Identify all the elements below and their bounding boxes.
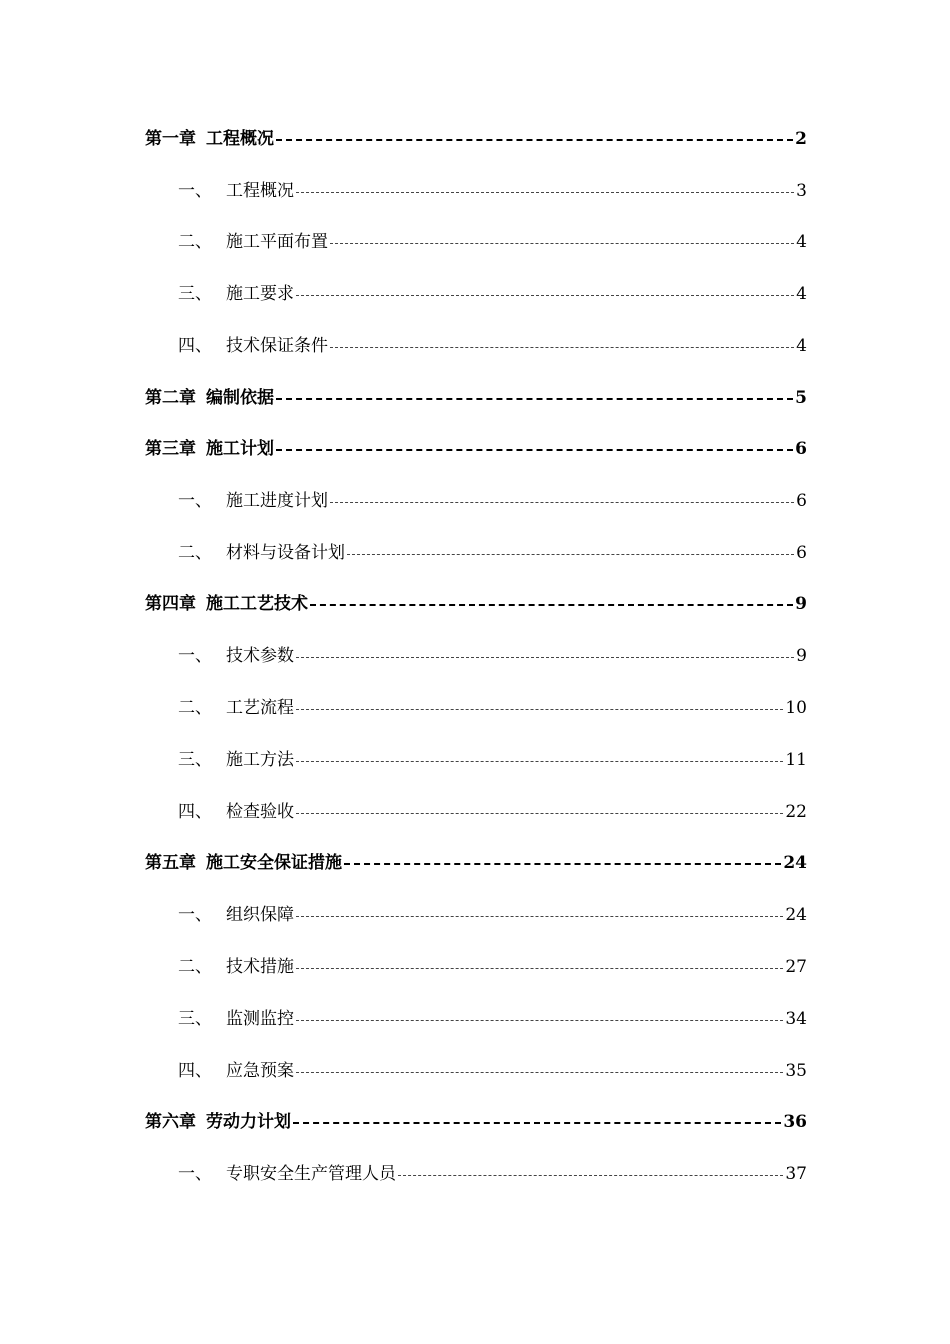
toc-entry-chapter-4[interactable] [145,589,807,619]
toc-entry-chapter-3[interactable] [145,434,807,464]
toc-leader-dots [296,761,783,762]
toc-entry-page: 35 [785,1061,807,1081]
toc-entry-number: 第三章 [145,439,196,459]
toc-leader-dots [344,863,781,865]
toc-entry-chapter-5[interactable] [145,848,807,878]
toc-entry-section[interactable] [178,900,807,930]
toc-entry-title: 工艺流程 [226,698,294,718]
toc-entry-number: 一、 [178,491,212,511]
toc-entry-title: 工程概况 [206,129,274,149]
toc-entry-title: 施工安全保证措施 [206,853,342,873]
toc-entry-page: 9 [796,646,807,666]
toc-leader-dots [347,554,794,555]
toc-entry-section[interactable] [178,176,807,206]
toc-leader-dots [296,657,794,658]
toc-entry-page: 24 [785,905,807,925]
toc-entry-number: 第四章 [145,594,196,614]
toc-entry-section[interactable] [178,227,807,257]
toc-entry-number: 二、 [178,957,212,977]
toc-entry-number: 三、 [178,284,212,304]
toc-entry-section[interactable] [178,693,807,723]
toc-entry-title: 施工计划 [206,439,274,459]
toc-entry-number: 二、 [178,543,212,563]
toc-entry-section[interactable] [178,745,807,775]
toc-leader-dots [276,139,793,141]
toc-entry-title: 编制依据 [206,388,274,408]
toc-entry-number: 四、 [178,1061,212,1081]
toc-entry-page: 37 [785,1164,807,1184]
toc-entry-number: 第一章 [145,129,196,149]
toc-entry-number: 三、 [178,1009,212,1029]
toc-entry-page: 27 [785,957,807,977]
toc-entry-page: 4 [796,284,807,304]
toc-entry-page: 36 [783,1112,807,1132]
toc-entry-title: 施工要求 [226,284,294,304]
toc-entry-page: 5 [795,388,807,408]
toc-leader-dots [398,1175,783,1176]
toc-entry-number: 二、 [178,232,212,252]
toc-leader-dots [296,1072,783,1073]
toc-leader-dots [296,192,794,193]
toc-entry-chapter-6[interactable] [145,1107,807,1137]
toc-entry-number: 四、 [178,336,212,356]
toc-entry-section[interactable] [178,952,807,982]
toc-entry-section[interactable] [178,1004,807,1034]
toc-entry-number: 三、 [178,750,212,770]
toc-leader-dots [330,347,794,348]
toc-entry-title: 应急预案 [226,1061,294,1081]
toc-entry-page: 34 [785,1009,807,1029]
toc-leader-dots [330,243,794,244]
toc-entry-number: 二、 [178,698,212,718]
toc-entry-number: 一、 [178,1164,212,1184]
toc-leader-dots [276,449,793,451]
toc-entry-chapter-2[interactable] [145,383,807,413]
toc-entry-number: 第六章 [145,1112,196,1132]
toc-entry-page: 6 [796,543,807,563]
toc-entry-title: 专职安全生产管理人员 [226,1164,396,1184]
toc-entry-number: 四、 [178,802,212,822]
toc-entry-page: 3 [796,181,807,201]
toc-entry-number: 一、 [178,181,212,201]
toc-leader-dots [330,502,794,503]
toc-leader-dots [296,709,783,710]
toc-leader-dots [310,604,793,606]
toc-leader-dots [296,813,783,814]
toc-entry-chapter-1[interactable] [145,124,807,154]
toc-entry-section[interactable] [178,797,807,827]
toc-entry-title: 施工平面布置 [226,232,328,252]
toc-entry-section[interactable] [178,279,807,309]
toc-leader-dots [296,916,783,917]
toc-entry-title: 技术保证条件 [226,336,328,356]
toc-entry-title: 施工进度计划 [226,491,328,511]
toc-entry-page: 22 [785,802,807,822]
toc-entry-title: 检查验收 [226,802,294,822]
toc-entry-page: 24 [783,853,807,873]
toc-entry-page: 9 [795,594,807,614]
toc-entry-page: 6 [795,439,807,459]
toc-entry-title: 组织保障 [226,905,294,925]
toc-entry-page: 10 [785,698,807,718]
toc-entry-section[interactable] [178,538,807,568]
toc-entry-section[interactable] [178,1159,807,1189]
toc-entry-section[interactable] [178,641,807,671]
toc-entry-number: 第二章 [145,388,196,408]
toc-entry-title: 监测监控 [226,1009,294,1029]
toc-entry-number: 第五章 [145,853,196,873]
toc-leader-dots [296,1020,783,1021]
toc-entry-page: 2 [795,129,807,149]
toc-entry-page: 4 [796,336,807,356]
toc-entry-title: 技术参数 [226,646,294,666]
toc-leader-dots [296,968,783,969]
toc-entry-title: 施工工艺技术 [206,594,308,614]
toc-entry-title: 材料与设备计划 [226,543,345,563]
toc-entry-title: 施工方法 [226,750,294,770]
toc-entry-number: 一、 [178,905,212,925]
toc-entry-section[interactable] [178,331,807,361]
toc-entry-page: 6 [796,491,807,511]
toc-leader-dots [293,1122,781,1124]
toc-entry-title: 劳动力计划 [206,1112,291,1132]
toc-entry-number: 一、 [178,646,212,666]
toc-entry-page: 11 [785,750,807,770]
toc-leader-dots [296,295,794,296]
toc-entry-title: 技术措施 [226,957,294,977]
toc-entry-section[interactable] [178,486,807,516]
toc-entry-section[interactable] [178,1056,807,1086]
toc-entry-page: 4 [796,232,807,252]
toc-entry-title: 工程概况 [226,181,294,201]
toc-leader-dots [276,398,793,400]
